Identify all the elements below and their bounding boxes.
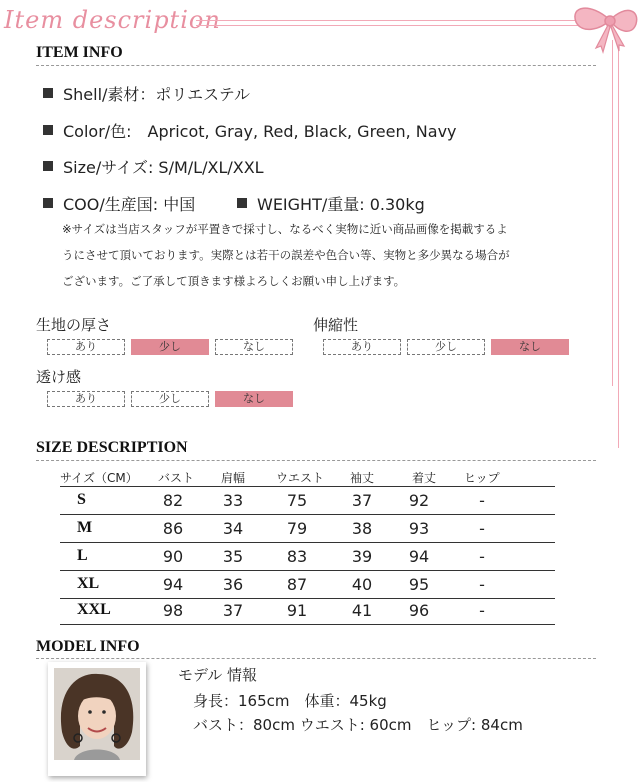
model-info-label: モデル 情報	[178, 666, 258, 684]
size-header-waist: ウエスト	[276, 471, 325, 485]
bullet-icon	[43, 198, 53, 208]
size-row-label: S	[77, 491, 86, 508]
size-table-rule	[60, 624, 555, 625]
spec-material: Shell/素材：ポリエステル	[63, 85, 250, 104]
attr-thickness-label: 生地の厚さ	[36, 316, 112, 334]
size-table-rule	[60, 514, 555, 515]
size-cell: 37	[351, 491, 373, 510]
size-note-line: ※サイズは当店スタッフが平置きで採寸し、なるべく実物に近い商品画像を掲載するよ	[62, 222, 508, 236]
size-cell: 86	[162, 519, 184, 538]
ribbon-bow-icon	[540, 0, 640, 60]
bullet-icon	[43, 125, 53, 135]
header-title: Item description	[4, 6, 221, 34]
size-cell: 92	[408, 491, 430, 510]
size-table-rule	[60, 570, 555, 571]
size-cell: -	[479, 491, 485, 510]
stretch-option-sukoshi: 少し	[407, 339, 485, 355]
size-cell: 91	[286, 601, 308, 620]
size-row-label: XL	[77, 575, 100, 592]
size-cell: 36	[222, 575, 244, 594]
size-note	[62, 216, 622, 294]
model-height-weight: 身長：165cm 体重：45kg	[193, 692, 387, 710]
size-header-bust: バスト	[158, 471, 195, 485]
bullet-icon	[43, 88, 53, 98]
header-rule-top	[196, 20, 594, 21]
thickness-option-sukoshi: 少し	[131, 339, 209, 355]
spec-color: Color/色: Apricot, Gray, Red, Black, Green, Navy	[63, 122, 457, 141]
size-cell: -	[479, 547, 485, 566]
thickness-option-ari: あり	[47, 339, 125, 355]
size-cell: 90	[162, 547, 184, 566]
spec-size: Size/サイズ: S/M/L/XL/XXL	[63, 158, 264, 177]
size-cell: 82	[162, 491, 184, 510]
size-cell: 37	[222, 601, 244, 620]
model-photo	[48, 662, 146, 776]
size-note-line: ございます。ご了承して頂きます様よろしくお願い申し上げます。	[62, 274, 406, 288]
size-cell: 94	[408, 547, 430, 566]
thickness-option-nashi: なし	[215, 339, 293, 355]
size-cell: 33	[222, 491, 244, 510]
size-cell: 35	[222, 547, 244, 566]
model-measurements: バスト：80cm ウエスト: 60cm ヒップ: 84cm	[193, 716, 523, 734]
size-cell: 75	[286, 491, 308, 510]
size-table-rule	[60, 598, 555, 599]
size-cell: 96	[408, 601, 430, 620]
size-header-length: 着丈	[412, 471, 437, 485]
ribbon-line-left	[612, 40, 613, 386]
bullet-icon	[43, 161, 53, 171]
size-description-title: SIZE DESCRIPTION	[36, 439, 188, 456]
item-info-title: ITEM INFO	[36, 44, 123, 61]
sheer-option-sukoshi: 少し	[131, 391, 209, 407]
size-cell: -	[479, 601, 485, 620]
model-portrait-icon	[48, 662, 146, 776]
attr-sheer-label: 透け感	[36, 368, 82, 386]
size-cell: 94	[162, 575, 184, 594]
size-cell: 98	[162, 601, 184, 620]
size-cell: -	[479, 575, 485, 594]
sheer-option-nashi: なし	[215, 391, 293, 407]
spec-coo: COO/生産国: 中国	[63, 195, 196, 214]
size-table-rule	[60, 542, 555, 543]
size-note-line: うにさせて頂いております。実際とは若干の誤差や色合い等、実物と多少異なる場合が	[62, 248, 510, 262]
bullet-icon	[237, 198, 247, 208]
size-table-rule	[60, 486, 555, 487]
size-header-hip: ヒップ	[464, 471, 500, 485]
header-rule-bottom	[196, 25, 594, 26]
size-description-divider	[36, 460, 596, 461]
size-cell: -	[479, 519, 485, 538]
size-cell: 41	[351, 601, 373, 620]
stretch-option-nashi: なし	[491, 339, 569, 355]
sheer-option-ari: あり	[47, 391, 125, 407]
stretch-option-ari: あり	[323, 339, 401, 355]
size-cell: 39	[351, 547, 373, 566]
size-cell: 83	[286, 547, 308, 566]
size-header-sleeve: 袖丈	[350, 471, 375, 485]
attr-stretch-label: 伸縮性	[313, 316, 359, 334]
model-info-title: MODEL INFO	[36, 638, 140, 655]
size-cell: 79	[286, 519, 308, 538]
size-row-label: XXL	[77, 601, 111, 618]
size-row-label: L	[77, 547, 88, 564]
size-row-label: M	[77, 519, 93, 536]
size-header-size: サイズ（CM）	[60, 471, 138, 485]
size-cell: 95	[408, 575, 430, 594]
item-info-divider	[36, 65, 596, 66]
size-cell: 34	[222, 519, 244, 538]
spec-weight: WEIGHT/重量: 0.30kg	[257, 195, 425, 214]
size-cell: 93	[408, 519, 430, 538]
size-cell: 87	[286, 575, 308, 594]
size-cell: 40	[351, 575, 373, 594]
size-cell: 38	[351, 519, 373, 538]
size-header-shoulder: 肩幅	[221, 471, 246, 485]
model-info-divider	[36, 658, 596, 659]
